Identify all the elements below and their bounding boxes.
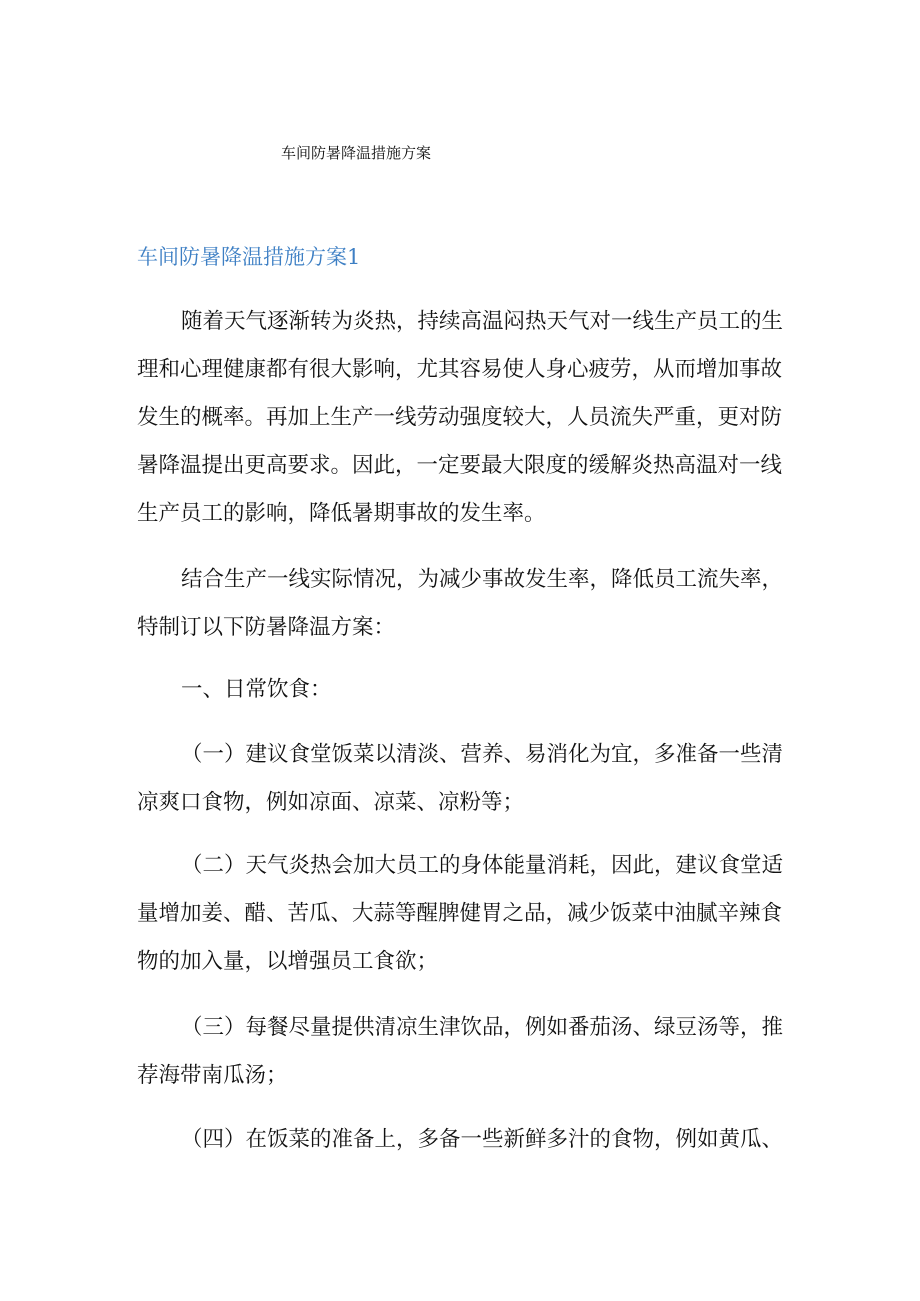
- paragraph-line: 发生的概率。再加上生产一线劳动强度较大，人员流失严重，更对防: [137, 405, 783, 430]
- paragraph-line: 一、日常饮食：: [181, 677, 332, 702]
- paragraph-line: 物的加入量，以增强员工食欲；: [137, 949, 439, 974]
- paragraph-line: （一）建议食堂饭菜以清淡、营养、易消化为宜，多准备一些清: [181, 742, 784, 767]
- paragraph-line: 凉爽口食物，例如凉面、凉菜、凉粉等；: [137, 790, 525, 815]
- list-item-1: [137, 731, 797, 827]
- section-heading: 车间防暑降温措施方案1: [137, 245, 361, 269]
- paragraph-line: 荐海带南瓜汤；: [137, 1063, 288, 1088]
- paragraph-line: 理和心理健康都有很大影响，尤其容易使人身心疲劳，从而增加事故: [137, 357, 783, 382]
- paragraph-line: 生产员工的影响，降低暑期事故的发生率。: [137, 501, 546, 526]
- paragraph-line: 随着天气逐渐转为炎热，持续高温闷热天气对一线生产员工的生: [181, 309, 784, 334]
- paragraph-intro: [137, 298, 797, 538]
- paragraph-plan-intro: [137, 556, 797, 652]
- paragraph-line: （四）在饭菜的准备上，多备一些新鲜多汁的食物，例如黄瓜、: [181, 1127, 784, 1152]
- paragraph-line: 量增加姜、醋、苦瓜、大蒜等醒脾健胃之品，减少饭菜中油腻辛辣食: [137, 901, 783, 926]
- list-heading-daily-diet: [137, 666, 797, 714]
- paragraph-line: 结合生产一线实际情况，为减少事故发生率，降低员工流失率，: [181, 567, 784, 592]
- paragraph-line: （三）每餐尽量提供清凉生津饮品，例如番茄汤、绿豆汤等，推: [181, 1015, 784, 1040]
- list-item-3: [137, 1004, 797, 1100]
- document-title: 车间防暑降温措施方案: [281, 144, 432, 162]
- paragraph-line: 特制订以下防暑降温方案：: [137, 615, 396, 640]
- paragraph-line: （二）天气炎热会加大员工的身体能量消耗，因此，建议食堂适: [181, 853, 784, 878]
- list-item-2: [137, 842, 797, 986]
- list-item-4: [137, 1116, 797, 1164]
- paragraph-line: 暑降温提出更高要求。因此，一定要最大限度的缓解炎热高温对一线: [137, 453, 783, 478]
